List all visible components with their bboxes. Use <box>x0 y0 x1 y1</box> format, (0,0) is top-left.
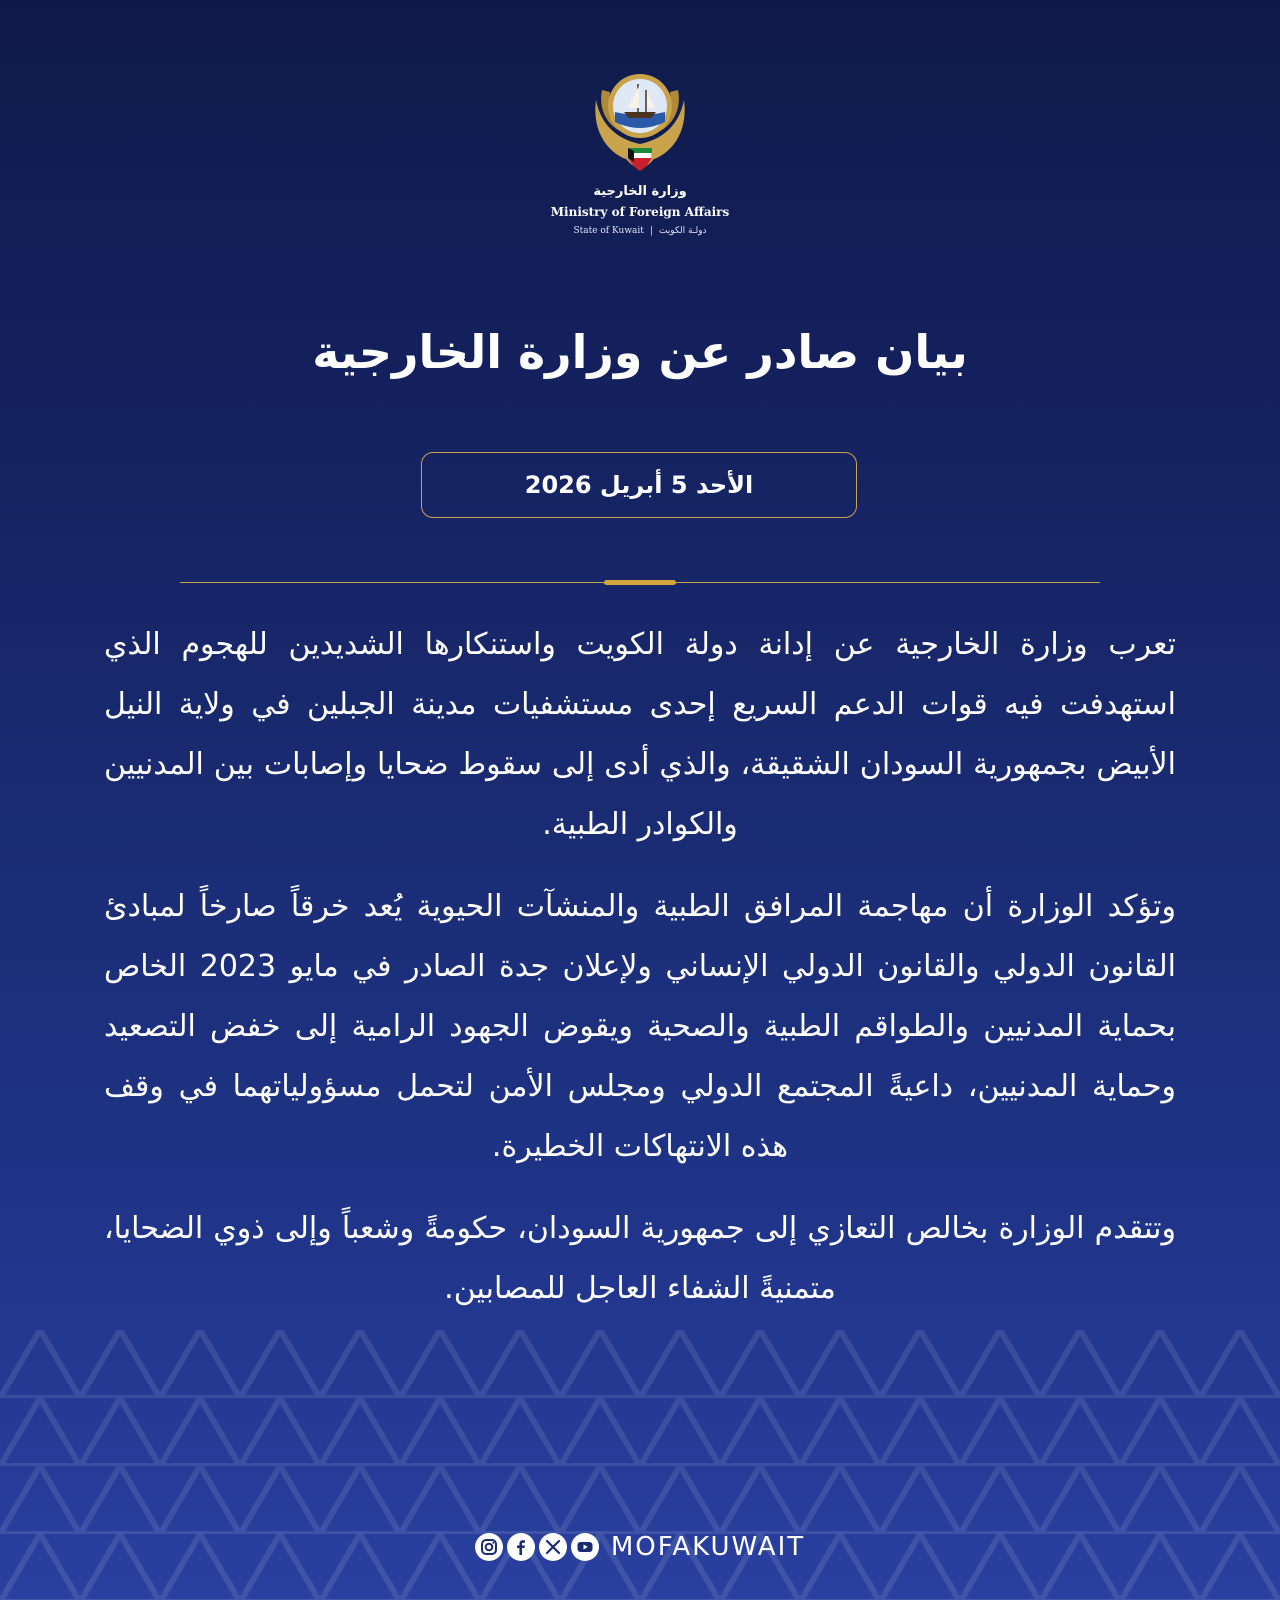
statement-paragraph-2: وتؤكد الوزارة أن مهاجمة المرافق الطبية والمنشآت الحيوية يُعد خرقاً صارخاً لمبادئ القانون الدولي والقانون الدولي الإنساني ولإعلان جدة الصادر في مايو 2023 الخاص بحماية المدنيين والطواقم الطبية والصحية ويقوض الجهود الرامية إلى خفض التصعيد وحماية المدنيين، داعيةً المجتمع الدولي ومجلس الأمن لتحمل مسؤولياتهما في وقف هذه الانتهاكات الخطيرة. <box>104 889 1176 1164</box>
social-handle[interactable]: MOFAKUWAIT <box>610 1532 806 1562</box>
date-badge <box>421 452 857 518</box>
state-line <box>0 226 1280 236</box>
divider-accent <box>604 580 676 585</box>
social-footer <box>0 1532 1280 1562</box>
x-icon[interactable] <box>539 1533 567 1561</box>
ministry-name-english: Ministry of Foreign Affairs <box>550 205 730 219</box>
statement-paragraph-3: وتتقدم الوزارة بخالص التعازي إلى جمهورية السودان، حكومةً وشعباً وإلى ذوي الضحايا، متمنيةً الشفاء العاجل للمصابين. <box>104 1211 1176 1306</box>
emblem-container <box>0 60 1280 182</box>
state-separator: | <box>649 226 653 236</box>
state-name-arabic: دولـة الكويت <box>658 226 707 236</box>
facebook-icon[interactable] <box>507 1533 535 1561</box>
statement-body <box>104 615 1176 1341</box>
statement-paragraph-1: تعرب وزارة الخارجية عن إدانة دولة الكويت واستنكارها الشديدين للهجوم الذي استهدفت فيه قوات الدعم السريع إحدى مستشفيات مدينة الجبلين في ولاية النيل الأبيض بجمهورية السودان الشقيقة، والذي أدى إلى سقوط ضحايا وإصابات بين المدنيين والكوادر الطبية. <box>104 627 1176 842</box>
state-name-english: State of Kuwait <box>573 226 644 236</box>
date-text: الأحد 5 أبريل 2026 <box>524 471 754 499</box>
kuwait-emblem-icon <box>588 60 692 178</box>
ministry-name-arabic: وزارة الخارجية <box>593 184 687 199</box>
page-title: بيان صادر عن وزارة الخارجية <box>312 325 968 379</box>
youtube-icon[interactable] <box>571 1533 599 1561</box>
instagram-icon[interactable] <box>475 1533 503 1561</box>
